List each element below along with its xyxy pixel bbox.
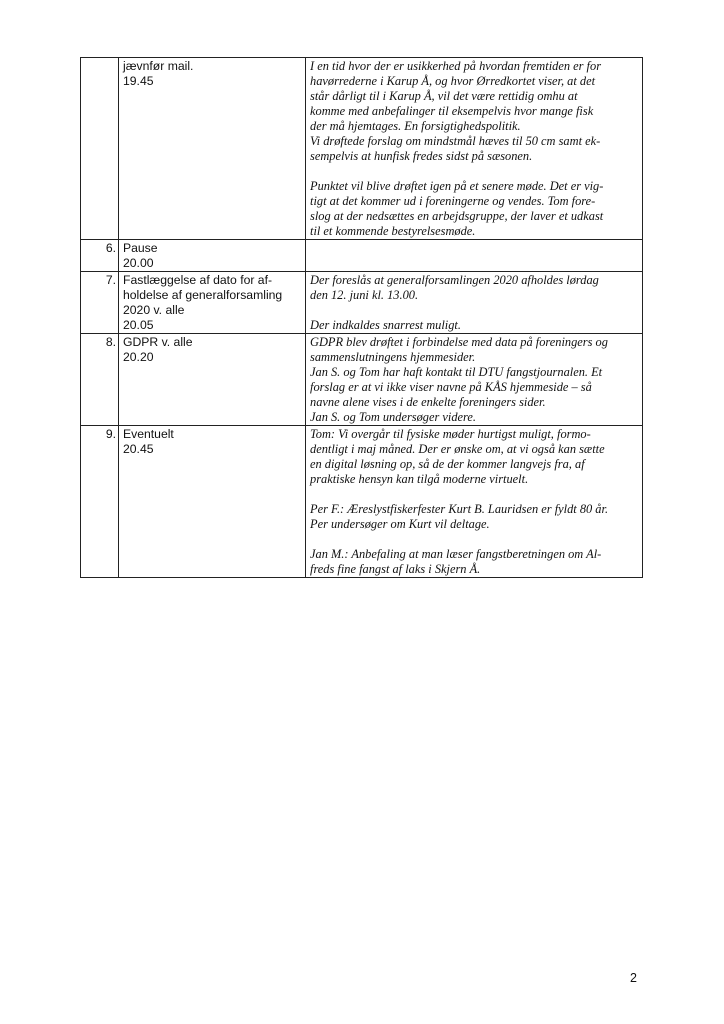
agenda-item-time: 19.45 — [123, 74, 154, 88]
agenda-item-title: jævnfør mail. — [123, 59, 194, 73]
agenda-item-cell — [119, 272, 306, 334]
agenda-body — [81, 58, 643, 578]
agenda-item-time: 20.05 — [123, 318, 154, 332]
agenda-note-paragraph: Der indkaldes snarrest muligt. — [310, 318, 461, 332]
agenda-item-cell — [119, 334, 306, 426]
agenda-item-number-cell — [81, 272, 119, 334]
agenda-item-number: 8. — [105, 335, 116, 349]
agenda-note-paragraph: I en tid hvor der er usikkerhed på hvordan fremtiden er for havørrederne i Karup Å, og hvor Ørredkortet viser, at det står dårligt til i Karup Å, vil det være rettidig omhu at komme med anbefalinger til eksempelvis hvor mange fisk der må hjemtages. En forsigtighedspolitik. Vi drøftede forslag om mindstmål hæves til 50 cm samt ek- sempelvis at hunfisk fredes sidst på sæsonen. — [310, 59, 602, 163]
agenda-item-cell — [119, 240, 306, 272]
agenda-item-title: Eventuelt — [123, 427, 174, 441]
agenda-row — [81, 58, 643, 240]
agenda-item-time: 20.20 — [123, 350, 154, 364]
agenda-row — [81, 240, 643, 272]
agenda-notes-cell — [306, 240, 643, 272]
agenda-item-title: Pause — [123, 241, 158, 255]
agenda-note-paragraph: GDPR blev drøftet i forbindelse med data på foreningers og sammenslutningens hjemmesider. Jan S. og Tom har haft kontakt til DTU fangstjournalen. Et forslag er at vi ikke viser navne på KÅS hjemmeside – så navne alene vises i de enkelte foreningers sider. Jan S. og Tom undersøger videre. — [310, 335, 608, 424]
agenda-note-paragraph: Punktet vil blive drøftet igen på et senere møde. Det er vig- tigt at det kommer ud i foreningerne og vendes. Tom fore- slog at der nedsættes en arbejdsgruppe, der laver et udkast til et kommende bestyrelsesmøde. — [310, 179, 604, 238]
agenda-item-number-cell — [81, 240, 119, 272]
agenda-item-time: 20.45 — [123, 442, 154, 456]
agenda-item-title: Fastlæggelse af dato for af- holdelse af generalforsamling 2020 v. alle — [123, 273, 283, 317]
agenda-notes-cell — [306, 58, 643, 240]
agenda-table — [80, 57, 643, 578]
agenda-row — [81, 334, 643, 426]
agenda-item-cell — [119, 426, 306, 578]
agenda-notes-cell — [306, 272, 643, 334]
agenda-item-number-cell — [81, 334, 119, 426]
agenda-item-number: 9. — [105, 427, 116, 441]
agenda-note-paragraph: Jan M.: Anbefaling at man læser fangstberetningen om Al- freds fine fangst af laks i Skjern Å. — [310, 547, 602, 576]
agenda-notes-cell — [306, 426, 643, 578]
page-number: 2 — [630, 971, 637, 985]
agenda-item-time: 20.00 — [123, 256, 154, 270]
agenda-item-number: 7. — [105, 273, 116, 287]
agenda-note-paragraph: Tom: Vi overgår til fysiske møder hurtigst muligt, formo- dentligt i maj måned. Der er ønske om, at vi også kan sætte en digital løsning op, så de der kommer langvejs fra, af praktiske hensyn kan tilgå moderne virtuelt. — [310, 427, 605, 486]
agenda-row — [81, 426, 643, 578]
agenda-notes-cell — [306, 334, 643, 426]
agenda-item-number-cell — [81, 426, 119, 578]
agenda-item-number-cell — [81, 58, 119, 240]
agenda-item-title: GDPR v. alle — [123, 335, 193, 349]
agenda-item-cell — [119, 58, 306, 240]
agenda-row — [81, 272, 643, 334]
agenda-note-paragraph: Per F.: Æreslystfiskerfester Kurt B. Lauridsen er fyldt 80 år. Per undersøger om Kurt vil deltage. — [310, 502, 609, 531]
agenda-item-number: 6. — [105, 241, 116, 255]
agenda-note-paragraph: Der foreslås at generalforsamlingen 2020 afholdes lørdag den 12. juni kl. 13.00. — [310, 273, 599, 302]
